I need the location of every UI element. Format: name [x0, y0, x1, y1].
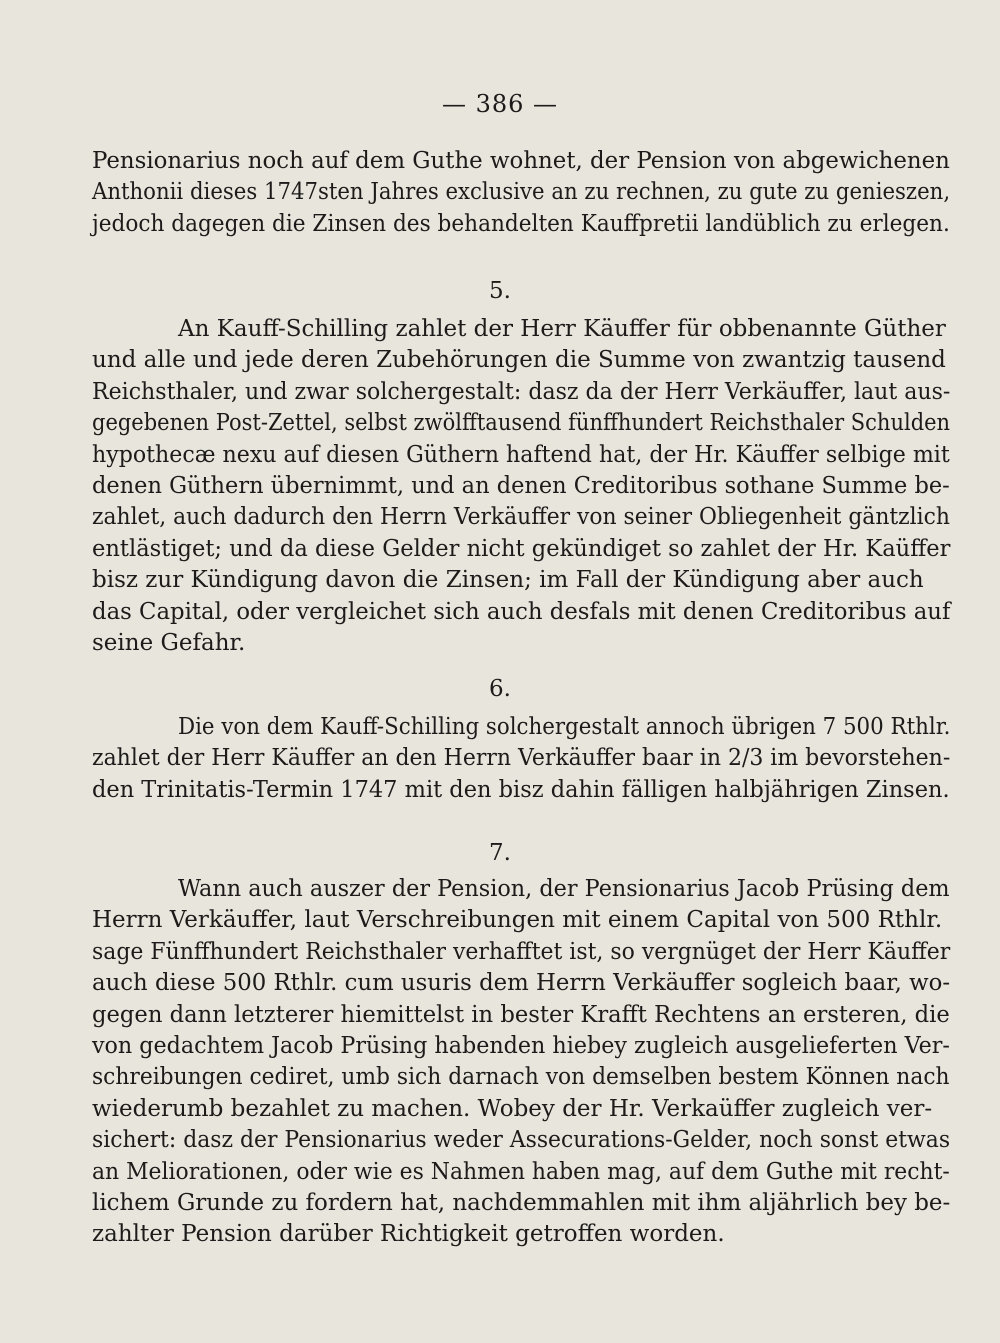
text-line: Wann auch auszer der Pension, der Pensionarius Jacob Prüsing dem	[178, 876, 950, 902]
text-line: Pensionarius noch auf dem Guthe wohnet, der Pension von abgewichenen	[92, 148, 950, 174]
text-line: sichert: dasz der Pensionarius weder Assecurations-Gelder, noch sonst etwas	[92, 1127, 951, 1154]
text-line: und alle und jede deren Zubehörungen die Summe von zwantzig tausend	[92, 347, 946, 374]
text-line: Herrn Verkäuffer, laut Verschreibungen mit einem Capital von 500 Rthlr.	[92, 907, 943, 934]
text-line: jedoch dagegen die Zinsen des behandelten Kauffpretii landüblich zu erlegen.	[92, 210, 950, 237]
text-line: von gedachtem Jacob Prüsing habenden hiebey zugleich ausgelieferten Ver-	[92, 1033, 950, 1060]
text-line: bisz zur Kündigung davon die Zinsen; im Fall der Kündigung aber auch	[92, 567, 924, 594]
text-line: Die von dem Kauff-Schilling solchergestalt annoch übrigen 7 500 Rthlr.	[178, 714, 951, 740]
text-line: sage Fünffhundert Reichsthaler verhafftet ist, so vergnüget der Herr Käuffer	[92, 938, 951, 965]
text-line: zahlter Pension darüber Richtigkeit getroffen worden.	[92, 1221, 725, 1248]
text-line: zahlet, auch dadurch den Herrn Verkäuffer von seiner Obliegenheit gäntzlich	[92, 504, 950, 531]
text-line: den Trinitatis-Termin 1747 mit den bisz dahin fälligen halbjährigen Zinsen.	[92, 776, 950, 803]
text-line: gegen dann letzterer hiemittelst in bester Krafft Rechtens an ersteren, die	[92, 1001, 950, 1028]
text-line: wiederumb bezahlet zu machen. Wobey der Hr. Verkaüffer zugleich ver-	[92, 1095, 933, 1122]
section-number-7: 7.	[489, 840, 511, 866]
text-line: das Capital, oder vergleichet sich auch desfals mit denen Creditoribus auf	[92, 598, 951, 625]
section-7-paragraph	[92, 874, 950, 1251]
intro-paragraph	[92, 146, 950, 240]
section-number-5: 5.	[489, 278, 511, 304]
text-line: lichem Grunde zu fordern hat, nachdemmahlen mit ihm aljährlich bey be-	[92, 1190, 951, 1217]
text-line: auch diese 500 Rthlr. cum usuris dem Herrn Verkäuffer sogleich baar, wo-	[92, 970, 951, 997]
text-line: Reichsthaler, und zwar solchergestalt: dasz da der Herr Verkäuffer, laut aus-	[92, 378, 951, 405]
text-line: zahlet der Herr Käuffer an den Herrn Verkäuffer baar in 2/3 im bevorstehen-	[92, 745, 951, 772]
section-6-paragraph	[92, 712, 950, 806]
text-line: Anthonii dieses 1747sten Jahres exclusive an zu rechnen, zu gute zu genieszen,	[92, 179, 951, 206]
text-line: entlästiget; und da diese Gelder nicht gekündiget so zahlet der Hr. Kaüffer	[92, 535, 951, 562]
section-number-6: 6.	[489, 676, 511, 702]
text-line: An Kauff-Schilling zahlet der Herr Käuffer für obbenannte Güther	[178, 316, 946, 342]
text-line: hypothecæ nexu auf diesen Güthern haftend hat, der Hr. Käuffer selbige mit	[92, 441, 950, 468]
text-line: denen Güthern übernimmt, und an denen Creditoribus sothane Summe be-	[92, 473, 950, 500]
text-line: seine Gefahr.	[92, 630, 246, 657]
text-line: an Meliorationen, oder wie es Nahmen haben mag, auf dem Guthe mit recht-	[92, 1158, 950, 1185]
page-number: — 386 —	[441, 90, 559, 118]
text-line: gegebenen Post-Zettel, selbst zwölfftausend fünffhundert Reichsthaler Schulden	[92, 410, 951, 437]
text-line: schreibungen cediret, umb sich darnach von demselben bestem Können nach	[92, 1064, 950, 1091]
section-5-paragraph	[92, 314, 950, 659]
